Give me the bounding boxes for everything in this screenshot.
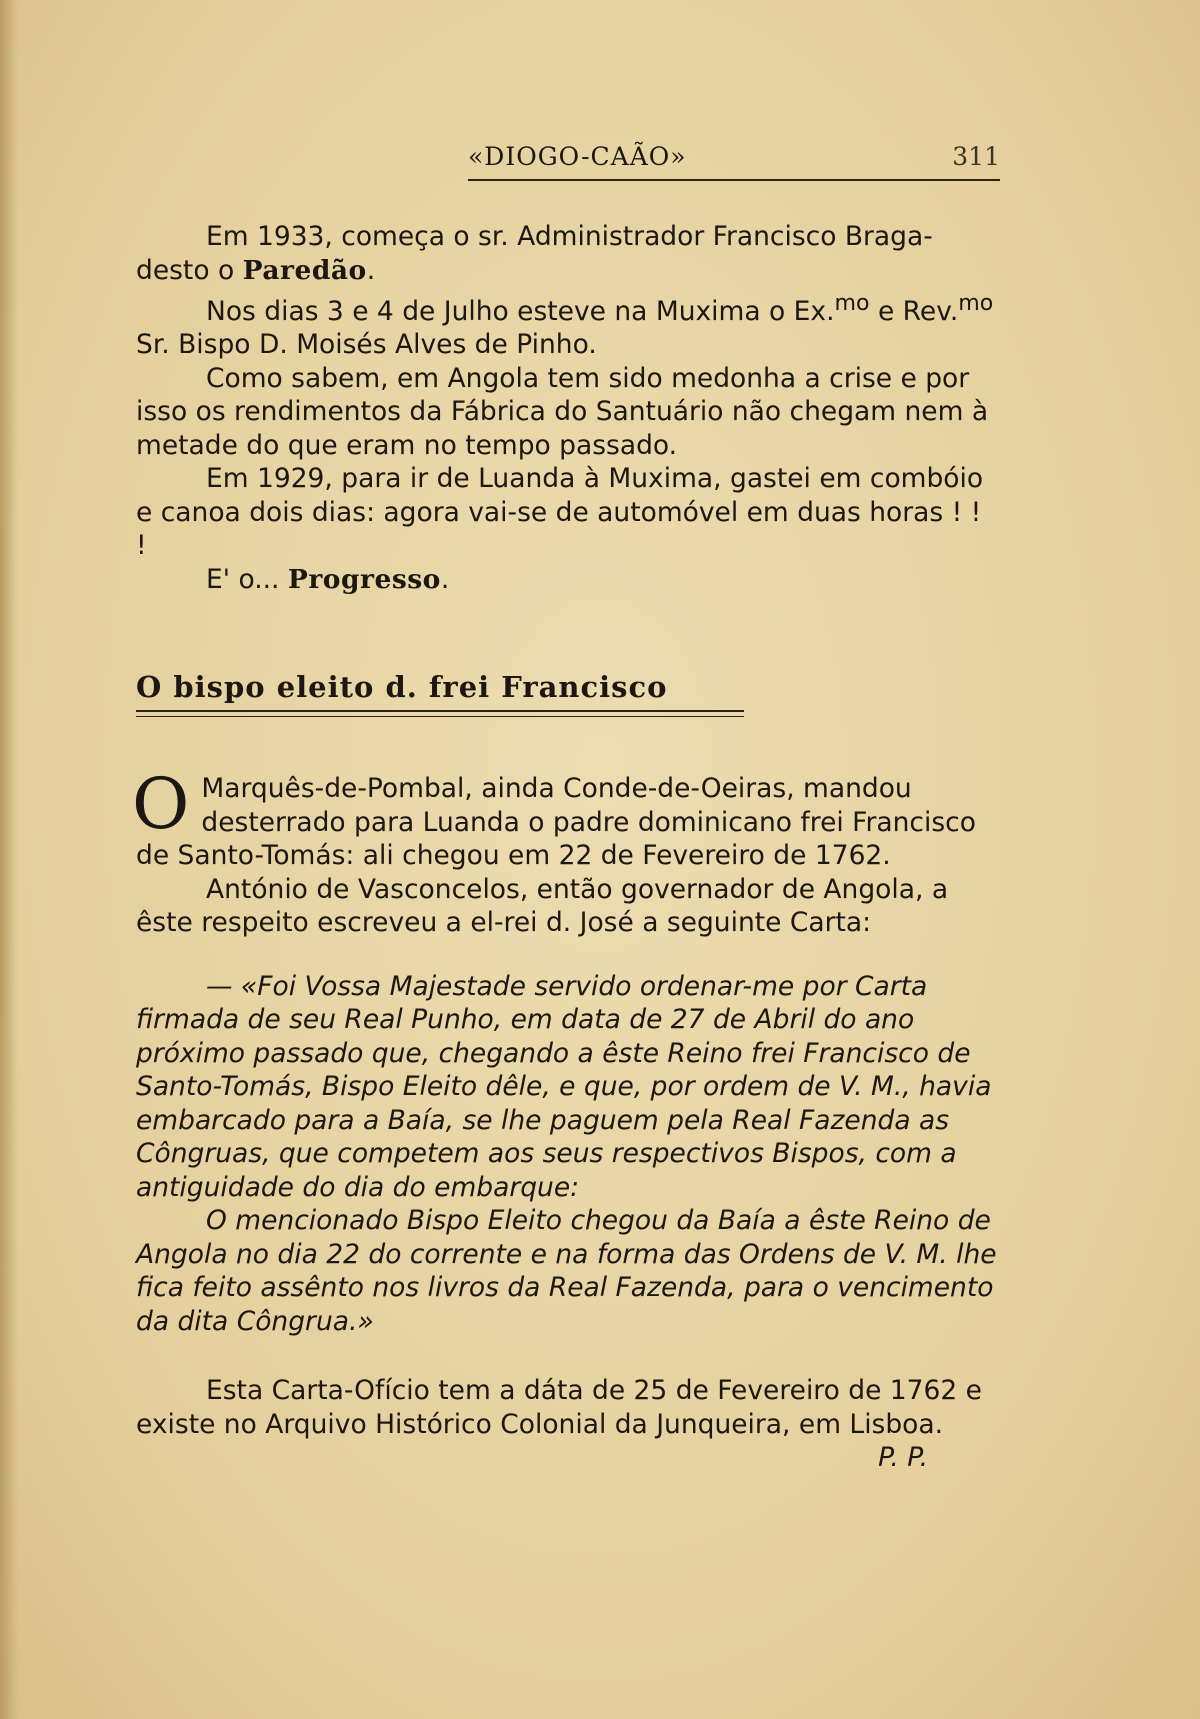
text: e Rev. — [869, 295, 959, 327]
text: . — [366, 254, 376, 286]
header-rule — [468, 179, 1000, 181]
paragraph — [136, 220, 1000, 287]
paragraph — [132, 763, 1000, 873]
text: . — [440, 563, 450, 595]
signature: P. P. — [878, 1442, 928, 1473]
text: Marquês-de-Pombal, ainda Conde-de-Oeiras, mandou desterrado para Luanda o padre dominicano frei Francisco de Santo-Tomás: ali chegou em 22 de Fevereiro de 1762. — [136, 773, 976, 871]
section-bispo — [132, 763, 1000, 1475]
quoted-letter: — «Foi Vossa Majestade servido ordenar-me por Carta firmada de seu Real Punho, em data de 27 de Abril do ano próximo passado que, chegando a êste Reino frei Francisco de Santo-Tomás, Bispo Eleito dêle, e que, por ordem de V. M., havia embarcado para a Baía, se lhe paguem pela Real Fazenda as Côngruas, que competem aos seus respectivos Bispos, com a antiguidade do dia do embarque: — [136, 970, 992, 1203]
superscript: mo — [958, 291, 994, 316]
text: E' o... — [206, 563, 288, 595]
running-header — [468, 142, 1000, 186]
paragraph: Esta Carta-Ofício tem a dáta de 25 de Fevereiro de 1762 e existe no Arquivo Histórico Colonial da Junqueira, em Lisboa. — [136, 1375, 982, 1440]
text: Sr. Bispo D. Moisés Alves de Pinho. — [136, 329, 597, 361]
page-edge-shadow — [0, 0, 18, 1719]
drop-cap: O — [132, 763, 190, 845]
bold-term-progresso: Progresso — [287, 563, 441, 595]
text: Em 1933, começa o sr. Administrador Francisco Braga-desto o — [136, 221, 933, 286]
quoted-letter-continued: O mencionado Bispo Eleito chegou da Baía a êste Reino de Angola no dia 22 do corrente e na forma das Ordens de V. M. lhe fica feito assênto nos livros da Real Fazenda, para o vencimento da dita Côngrua.» — [136, 1205, 997, 1337]
superscript: mo — [834, 291, 870, 316]
section-paredao — [136, 220, 1000, 596]
bold-term-paredao: Paredão — [242, 254, 367, 286]
text: Nos dias 3 e 4 de Julho esteve na Muxima o Ex. — [206, 295, 835, 327]
paragraph: Como sabem, em Angola tem sido medonha a crise e por isso os rendimentos da Fábrica do Santuário não chegam nem à metade do que eram no tempo passado. — [136, 362, 989, 461]
paragraph — [136, 563, 1000, 597]
section-rule — [136, 710, 744, 712]
section-rule-thin — [136, 716, 744, 717]
paragraph: António de Vasconcelos, então governador de Angola, a êste respeito escreveu a el-rei d. José a seguinte Carta: — [136, 873, 949, 938]
section-title: O bispo eleito d. frei Francisco — [136, 670, 668, 704]
paragraph: Em 1929, para ir de Luanda à Muxima, gastei em combóio e canoa dois dias: agora vai-se de automóvel em duas horas ! ! ! — [136, 463, 984, 562]
page-number: 311 — [952, 142, 1000, 171]
paragraph — [136, 287, 1000, 362]
running-title: «DIOGO-CAÃO» — [468, 142, 687, 171]
